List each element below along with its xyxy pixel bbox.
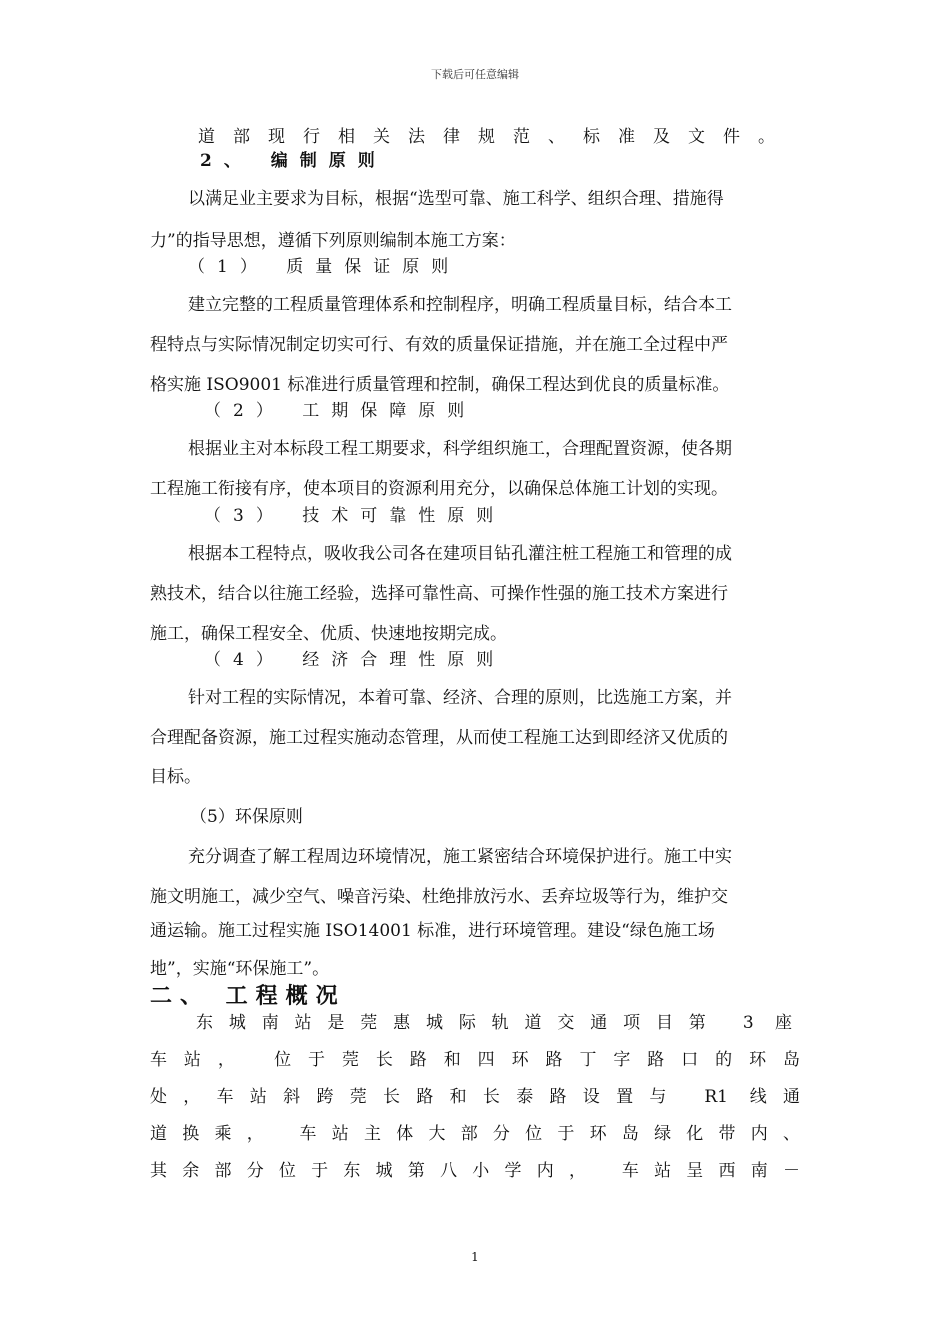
subsection-heading: （5）环保原则 — [190, 807, 303, 827]
text-line: 充分调查了解工程周边环境情况，施工紧密结合环境保护进行。施工中实 — [188, 847, 732, 867]
text-line: 程特点与实际情况制定切实可行、有效的质量保证措施，并在施工全过程中严 — [150, 335, 728, 355]
text-line: 施工，确保工程安全、优质、快速地按期完成。 — [150, 624, 507, 644]
text-line: 道换乘， 车站主体大部分位于环岛绿化带内、 — [150, 1124, 800, 1144]
page-header: 下载后可任意编辑 — [431, 68, 519, 81]
subsection-heading: （1） 质量保证原则 — [188, 257, 461, 277]
text-line: 东城南站是莞惠城际轨道交通项目第 3 座 — [196, 1013, 792, 1033]
text-line: 其余部分位于东城第八小学内， 车站呈西南－ — [150, 1161, 800, 1181]
section-heading: 2、 编制原则 — [200, 151, 387, 171]
text-line: 处，车站斜跨莞长路和长泰路设置与 R1 线通 — [150, 1087, 800, 1107]
text-line: 车站， 位于莞长路和四环路丁字路口的环岛 — [150, 1050, 800, 1070]
text-line: 力”的指导思想，遵循下列原则编制本施工方案： — [150, 231, 516, 251]
page-number: 1 — [471, 1250, 479, 1264]
text-line: 通运输。施工过程实施 ISO14001 标准，进行环境管理。建设“绿色施工场 — [150, 921, 715, 941]
text-line: 格实施 ISO9001 标准进行质量管理和控制，确保工程达到优良的质量标准。 — [150, 375, 730, 395]
text-line: 根据本工程特点，吸收我公司各在建项目钻孔灌注桩工程施工和管理的成 — [188, 544, 732, 564]
subsection-heading: （3） 技术可靠性原则 — [204, 506, 506, 526]
text-line: 道部现行相关法律规范、标准及文件。 — [198, 127, 793, 147]
text-line: 根据业主对本标段工程工期要求，科学组织施工，合理配置资源，使各期 — [188, 439, 732, 459]
subsection-heading: （2） 工期保障原则 — [204, 401, 477, 421]
text-line: 建立完整的工程质量管理体系和控制程序，明确工程质量目标，结合本工 — [188, 295, 732, 315]
text-line: 针对工程的实际情况，本着可靠、经济、合理的原则，比选施工方案，并 — [188, 688, 732, 708]
text-line: 工程施工衔接有序，使本项目的资源利用充分，以确保总体施工计划的实现。 — [150, 479, 728, 499]
text-line: 地”，实施“环保施工”。 — [150, 959, 330, 979]
text-line: 合理配备资源，施工过程实施动态管理，从而使工程施工达到即经济又优质的 — [150, 728, 728, 748]
text-line: 目标。 — [150, 767, 201, 787]
text-line: 以满足业主要求为目标，根据“选型可靠、施工科学、组织合理、措施得 — [188, 189, 724, 209]
subsection-heading: （4） 经济合理性原则 — [204, 650, 506, 670]
text-line: 熟技术，结合以往施工经验，选择可靠性高、可操作性强的施工技术方案进行 — [150, 584, 728, 604]
chapter-heading: 二、 工程概况 — [150, 983, 346, 1009]
text-line: 施文明施工，减少空气、噪音污染、杜绝排放污水、丢弃垃圾等行为，维护交 — [150, 887, 728, 907]
